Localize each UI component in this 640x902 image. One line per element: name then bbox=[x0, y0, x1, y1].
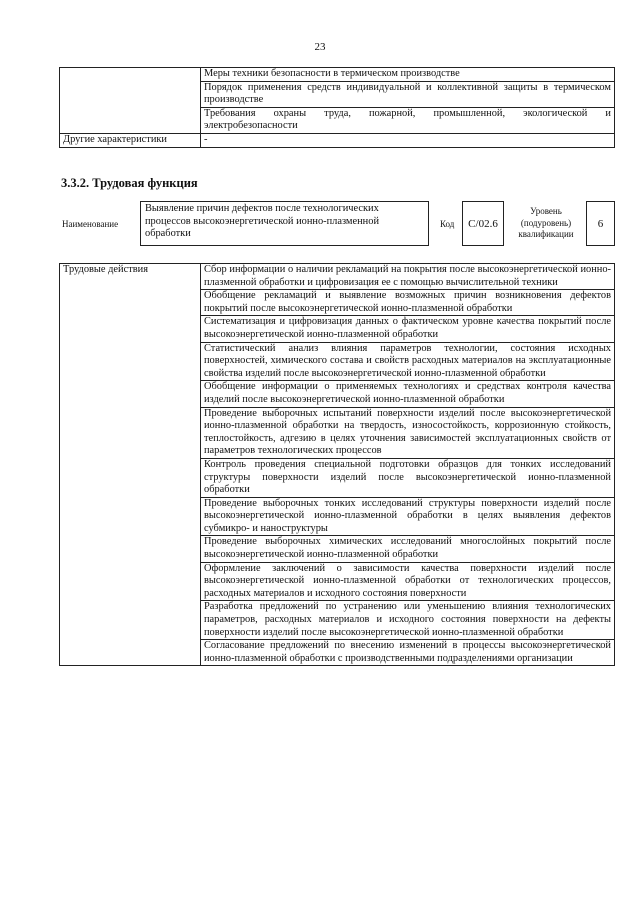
table-label-cell: Другие характеристики bbox=[60, 133, 201, 147]
action-item: Согласование предложений по внесению изменений в процессы высокоэнергетической ионно-плазменной обработки с производственными подразделениями организации bbox=[201, 640, 615, 666]
action-item: Обобщение рекламаций и выявление возможных причин возникновения дефектов покрытий после высокоэнергетической ионно-плазменной обработки bbox=[201, 290, 615, 316]
name-label: Наименование bbox=[62, 219, 119, 229]
table-row bbox=[60, 133, 615, 147]
code-box bbox=[462, 201, 504, 246]
action-item: Разработка предложений по устранению или уменьшению влияния технологических параметров, расходных материалов и исходного состояния поверхности на дефекты поверхности изделий после высокоэнергетической ионно-плазменной обработки bbox=[201, 601, 615, 640]
function-name-box: Выявление причин дефектов после технологических процессов высокоэнергетической ионно-плазменной обработки bbox=[140, 201, 429, 246]
page-number: 23 bbox=[314, 41, 326, 53]
level-value: 6 bbox=[597, 217, 604, 230]
action-item: Контроль проведения специальной подготовки образцов для тонких исследований структуры поверхности изделий после высокоэнергетической ионно-плазменной обработки bbox=[201, 458, 615, 497]
table-cell: Порядок применения средств индивидуальной и коллективной защиты в термическом производстве bbox=[201, 81, 615, 107]
level-box bbox=[586, 201, 615, 246]
table-row bbox=[60, 264, 615, 290]
action-item: Оформление заключений о зависимости качества поверхности изделий после высокоэнергетической ионно-плазменной обработки от технологических процессов, расходных материалов и исходного состояния поверхности bbox=[201, 562, 615, 601]
code-label: Код bbox=[440, 219, 455, 229]
action-item: Систематизация и цифровизация данных о фактическом уровне качества покрытий после высокоэнергетической ионно-плазменной обработки bbox=[201, 316, 615, 342]
actions-table bbox=[59, 263, 615, 666]
action-item: Проведение выборочных тонких исследований структуры поверхности изделий после высокоэнергетической ионно-плазменной обработки в целях выявления дефектов субмикро- и наноструктуры bbox=[201, 497, 615, 536]
table-cell: Требования охраны труда, пожарной, промышленной, экологической и электробезопасности bbox=[201, 107, 615, 133]
table-cell: Меры техники безопасности в термическом производстве bbox=[201, 68, 615, 82]
action-item: Статистический анализ влияния параметров технологии, состояния исходных поверхностей, химического состава и свойств расходных материалов на эксплуатационные свойства изделий после высокоэнергетической ионно-плазменной обработки bbox=[201, 342, 615, 381]
top-table bbox=[59, 67, 615, 148]
action-item: Обобщение информации о применяемых технологиях и средствах контроля качества изделий после высокоэнергетической ионно-плазменной обработки bbox=[201, 381, 615, 407]
level-label: Уровень (подуровень) квалификации bbox=[518, 206, 574, 239]
action-item: Проведение выборочных химических исследований многослойных покрытий после высокоэнергетической ионно-плазменной обработки bbox=[201, 536, 615, 562]
actions-label-cell: Трудовые действия bbox=[60, 264, 201, 666]
table-row bbox=[60, 68, 615, 82]
table-cell: - bbox=[201, 133, 615, 147]
action-item: Сбор информации о наличии рекламаций на покрытия после высокоэнергетической ионно-плазменной обработки и цифровизация ее с помощью вычислительной техники bbox=[201, 264, 615, 290]
table-label-cell bbox=[60, 68, 201, 134]
action-item: Проведение выборочных испытаний поверхности изделий после высокоэнергетической ионно-плазменной обработки на твердость, износостойкость, коррозионную стойкость, теплостойкость, адгезию в целях уточнения зависимостей эксплуатационных свойств от параметров технологических процессов bbox=[201, 407, 615, 458]
code-value: C/02.6 bbox=[468, 217, 498, 230]
section-heading: 3.3.2. Трудовая функция bbox=[61, 176, 198, 190]
